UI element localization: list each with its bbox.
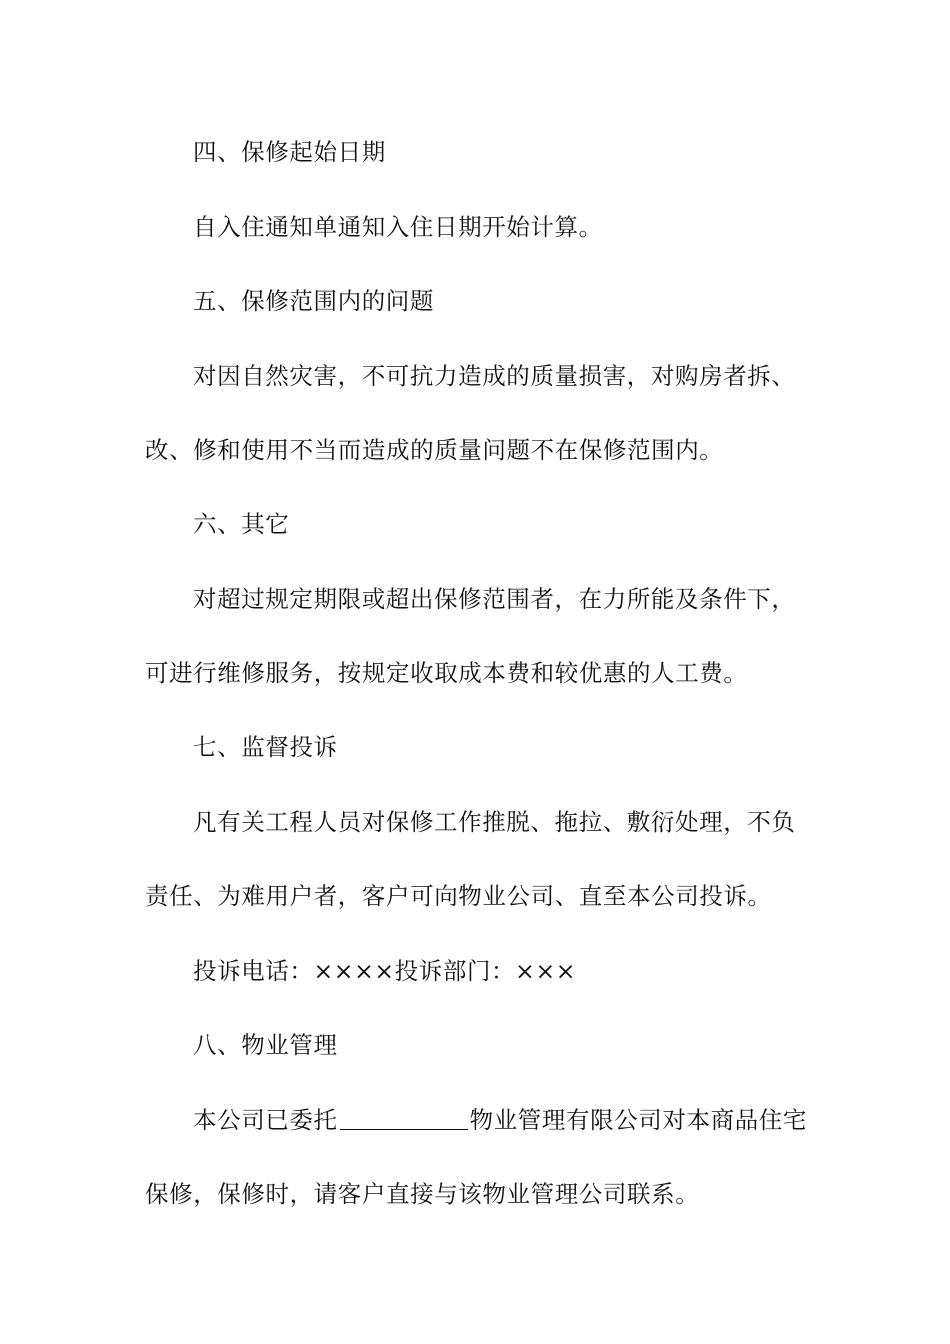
section-8-body-line1 [193, 1103, 815, 1137]
section-7-contact: 投诉电话：××××投诉部门：××× [193, 957, 577, 985]
section-7-body-line2: 责任、为难用户者，客户可向物业公司、直至本公司投诉。 [145, 882, 772, 910]
section-5-heading: 五、保修范围内的问题 [193, 287, 434, 315]
section-6-body-line2: 可进行维修服务，按规定收取成本费和较优惠的人工费。 [145, 659, 748, 687]
section-4-body: 自入住通知单通知入住日期开始计算。 [193, 213, 603, 241]
section-8-text-after-blank: 物业管理有限公司对本商品住宅 [469, 1106, 808, 1134]
section-6-body-line1: 对超过规定期限或超出保修范围者，在力所能及条件下， [193, 585, 796, 613]
section-5-body-line2: 改、修和使用不当而造成的质量问题不在保修范围内。 [145, 436, 724, 464]
section-4-heading: 四、保修起始日期 [193, 138, 386, 166]
section-5-body-line1: 对因自然灾害，不可抗力造成的质量损害，对购房者拆、 [193, 362, 796, 390]
section-6-heading: 六、其它 [193, 510, 290, 538]
section-7-body-line1: 凡有关工程人员对保修工作推脱、拖拉、敷衍处理，不负 [193, 808, 796, 836]
section-7-heading: 七、监督投诉 [193, 733, 338, 761]
fill-in-blank [340, 1105, 468, 1130]
section-8-text-before-blank: 本公司已委托 [193, 1106, 338, 1134]
section-8-body-line2: 保修，保修时，请客户直接与该物业管理公司联系。 [145, 1180, 700, 1208]
section-8-heading: 八、物业管理 [193, 1031, 338, 1059]
